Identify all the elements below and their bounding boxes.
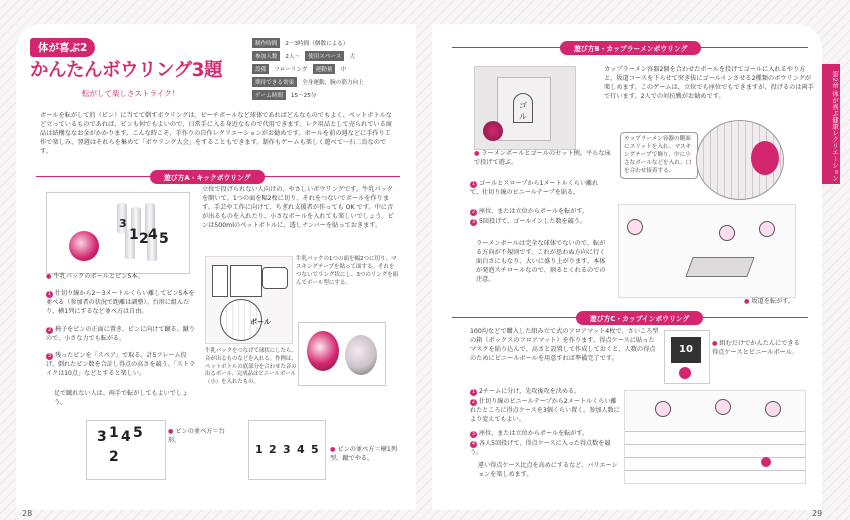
info-value: フローリング [274, 67, 308, 73]
pin-number: 2 [109, 449, 119, 465]
info-key: ゲーム時間 [252, 90, 286, 100]
ball-label: ボール [250, 318, 271, 326]
photo-milk-pack-ball-and-pins [46, 192, 190, 274]
caption-text: ピンの並べ方＝台形。 [168, 428, 225, 444]
score-box: 10 [671, 337, 701, 363]
step-text: 椅子をピンの正面に置き、ピンに向けて蹴る。蹴りので、小さな力でも転がる。 [46, 326, 195, 342]
ball [345, 335, 377, 375]
step-b-1: 1 ゴールとスロープから1メートルくらい離れて、仕切り線のビニールテープを貼る。 [470, 180, 599, 196]
step-c-1: 1 2チームに分け、先攻後攻を決める。 [471, 388, 581, 395]
pin-number: 2 [139, 231, 149, 247]
pin-number: 5 [159, 231, 169, 247]
person-head [655, 401, 671, 417]
info-value: 2人〜 [285, 54, 301, 60]
ball-making-text: 牛乳パックの1つの面を幅2つに切り、マスキングテープを貼って面する。それをつないでリング状にし、3つのリングを組んでボール型にする。 [296, 256, 399, 286]
step-text: ゴールとスロープから1メートルくらい離れて、仕切り線のビニールテープを貼る。 [470, 180, 599, 196]
caption-text: ラーメンボールとゴールのセット例。平らな床で投げて遊ぶ。 [474, 150, 611, 166]
opened-carton-shape [230, 265, 262, 297]
person-head [715, 399, 731, 415]
step-text: 残ったピンを「スペア」で取る。計5フレーム投げ、倒れたピン数を合計し得点の高さを競う。「ストライクは10点」などとすると楽しい。 [46, 352, 196, 377]
ring-shape [262, 267, 288, 289]
pin-number: 3 [119, 217, 127, 230]
step-a-1: 1 仕切り線から2〜3メートルくらい離してピン5本を並べる（参加者の状況で距離は調整）。台形に組んだり、横1列にするなど並べ方は自由。 [46, 290, 195, 315]
section-c-note: 違い得点ケース比点を高めにするなど、バリエーションを楽しめます。 [478, 462, 618, 478]
info-value: 中 [340, 67, 347, 73]
info-key: 設備 [252, 64, 269, 74]
page-number-right: 29 [812, 509, 823, 518]
section-c-heading: 遊び方C・カップインボウリング [576, 311, 703, 325]
step-a-note: 足で蹴れない人は、両手で転がしてもよいでしょう。 [54, 390, 189, 406]
step-text: 仕切り線から2〜3メートルくらい離してピン5本を並べる（参加者の状況で距離は調整）。台形に組んだり、横1列にするなど並べ方は自由。 [46, 290, 195, 315]
floor-grid [625, 431, 805, 483]
step-b-2: 2 座位、または立位からボールを転がす。 [471, 208, 589, 215]
pin-number: 4 [121, 429, 131, 445]
vinyl-ball [679, 367, 691, 379]
photo-ramen-goal [474, 66, 576, 150]
ball-making-illustration [205, 256, 293, 344]
step-text: 各人5回投げて、得点ケースに入った得点数を競う。 [470, 440, 611, 456]
ball [307, 331, 339, 371]
milk-carton-shape [212, 265, 228, 297]
pin-number: 5 [311, 443, 319, 456]
person-head [759, 221, 775, 237]
pin-number: 1 [255, 443, 263, 456]
info-key: 使用スペース [305, 51, 344, 61]
step-a-3: 3 残ったピンを「スペア」で取る。計5フレーム投げ、倒れたピン数を合計し得点の高さを競う。「ストライクは10点」などとすると楽しい。 [46, 352, 196, 377]
caption-text: 組むだけでかんたんにできる得点ケースとビニールボール。 [712, 340, 800, 356]
step-c-3: 3 座位、または立位からボールを転がす。 [471, 430, 589, 437]
section-c-description: 100均などで購入した組み立て式のフロアマット4枚で、さいころ型の箱（ボックスのフロアマット）を作ります。得点ケースに貼ったマスクを貼り込んで、高さと設置して作成しておくと、人数の得点のためにビニールボールを用意すれば準備完了です。 [470, 328, 659, 362]
pin-number: 1 [129, 227, 139, 243]
milk-pack-ball [69, 231, 99, 261]
photo-a-caption-text: 牛乳パックのボールとピン5本。 [53, 273, 144, 280]
step-b-3: 3 5回投げて、ゴールインした数を競う。 [471, 218, 586, 225]
photo-score-box [664, 330, 710, 384]
page-subtitle: 転がして楽しさストライク！ [82, 89, 180, 98]
rolling-ball [761, 457, 771, 467]
score-box-caption: ● 組むだけでかんたんにできる得点ケースとビニールボール。 [712, 340, 800, 356]
info-key: 期待できる効果 [252, 77, 297, 87]
chapter-side-tab: 第2章 体が喜ぶ健康レクリエーション [822, 64, 840, 184]
info-key: 制作時間 [252, 38, 280, 48]
slope-board [685, 257, 754, 277]
section-b-description: カップラーメン容器2個を合わせたボールを投げてゴールに入れるやり方と、坂道コースを下らせて突き抜にゴールインさせる2種類のボウリングが楽しめます。このゲームは、立位でも座位でもできますが、投げるのは両手で行います。2人での対抗戦がお勧めです。 [604, 66, 814, 100]
info-key: 運動量 [313, 64, 336, 74]
step-text: 仕切り線のビニールテープから2メートルくらい離れたところに得点ケースを3個くらい置く。参加人数により変えてもよい。 [470, 398, 620, 423]
goal-arch: ゴ ル [513, 93, 533, 123]
info-value: 15〜25分 [290, 93, 317, 99]
ramen-ball-photo [696, 120, 784, 200]
category-tag: 体が喜ぶ2 [30, 38, 95, 57]
step-text: 座位、または立位からボールを転がす。 [479, 208, 589, 215]
section-a-description: 立位で投げられない人向けの、やさしいボウリングです。牛乳パックを開いて、1つの面を幅2枚に切り、それをつないでボールを作ります。手芸や工作に向けて、ちぎれ支援者が作っても OK です。中に音が出るものを入れたり、小さなボールを入れても楽しいでしょう。ピンは500mlのペットボトルに、透しナンバーを貼っておきます。 [202, 186, 394, 229]
step-c-2: 2 仕切り線のビニールテープから2メートルくらい離れたところに得点ケースを3個くらい置く。参加人数により変えてもよい。 [470, 398, 620, 423]
ramen-ball [483, 121, 503, 141]
pin-number: 5 [133, 425, 143, 441]
pin-trapezoid-caption: ● ピンの並べ方＝台形。 [168, 428, 225, 444]
section-a-heading: 遊び方A・キックボウリング [150, 170, 265, 184]
page-title: かんたんボウリング3題 [30, 60, 223, 81]
pin-row-caption: ● ピンの並べ方＝横1列型。蹴でやる。 [330, 446, 397, 462]
info-key: 参加人数 [252, 51, 280, 61]
person-head [719, 225, 735, 241]
step-a-2: 2 椅子をピンの正面に置き、ピンに向けて蹴る。蹴りので、小さな力でも転がる。 [46, 326, 195, 342]
photo-pin-trapezoid [86, 420, 166, 480]
section-b-heading: 遊び方B・カップラーメンボウリング [560, 41, 701, 55]
slope-caption: ● 坂道を転がす。 [744, 298, 795, 305]
intro-text: ボールを転がして的（ピン）に当てて倒すボウリングは、ビーチボールなど球体であればどんなものでもよく、ペットボトルなど立っているものであれば、ピンも何でもよいので、日常手に入る身近なもので代用できます。レク用品として売られている商品は結構ななお金がかかります。こんな時こそ、手作りの自作レクリエーションがお勧めです。ボールを前の週などに手作り工作で楽しみ、翌週はそれらを集めて「ボウリング大会」をすることもできます。制作もゲームも楽しく遊べて一石二鳥なのです。 [40, 112, 392, 155]
info-value: 2〜3時間（個数による） [285, 41, 349, 47]
cup-in-illustration [624, 390, 806, 484]
pin-number: 3 [283, 443, 291, 456]
info-value: 大 [349, 54, 356, 60]
info-table [252, 38, 402, 103]
finished-balls-caption: 牛乳パックをつなげて球状にしたら、音が出るものなどを入れる。作例は、ペットボトルの底部分を合わせた音の出るボール、完成品はビニールボール（小）を入れたもの。 [205, 348, 297, 386]
step-text: 座位、または立位からボールを転がす。 [479, 430, 589, 437]
caption-text: 坂道を転がす。 [751, 298, 795, 305]
step-c-4: 4 各人5回投げて、得点ケースに入った得点数を競う。 [470, 440, 611, 456]
pin-number: 1 [109, 425, 119, 441]
photo-a-caption: ● 牛乳パックのボールとピン5本。 [46, 273, 144, 280]
person-head [627, 219, 643, 235]
ramen-ball-callout: カップラーメン容器の側面にスリットを入れ、マスキングテープで飾り、中に小さなボールなどを入れ、口を合わせ接着する。 [620, 132, 698, 179]
pin-number: 2 [269, 443, 277, 456]
caption-text: ピンの並べ方＝横1列型。蹴でやる。 [330, 446, 397, 462]
step-text: 5回投げて、ゴールインした数を競う。 [479, 218, 586, 225]
ball-pink-face [751, 141, 779, 175]
pin-number: 4 [148, 227, 158, 243]
photo-b-caption: ● ラーメンボールとゴールのセット例。平らな床で投げて遊ぶ。 [474, 150, 611, 166]
section-b-note: ラーメンボールは完全な球体でないので、転がる方向が不規則です。これが思わぬ方向に行く面白さにもなり、大いに盛り上がります。本体が発泡スチロールなので、割るとくれるのでの注意。 [476, 240, 606, 283]
info-value: 全身運動、腕の筋力向上 [302, 80, 364, 86]
photo-finished-balls [298, 322, 386, 386]
page-number-left: 28 [22, 509, 33, 518]
pin-number: 3 [97, 429, 107, 445]
person-head [765, 401, 781, 417]
slope-illustration [618, 204, 796, 298]
step-text: 2チームに分け、先攻後攻を決める。 [479, 388, 581, 395]
pin-number: 4 [297, 443, 305, 456]
photo-pin-row [248, 420, 326, 480]
